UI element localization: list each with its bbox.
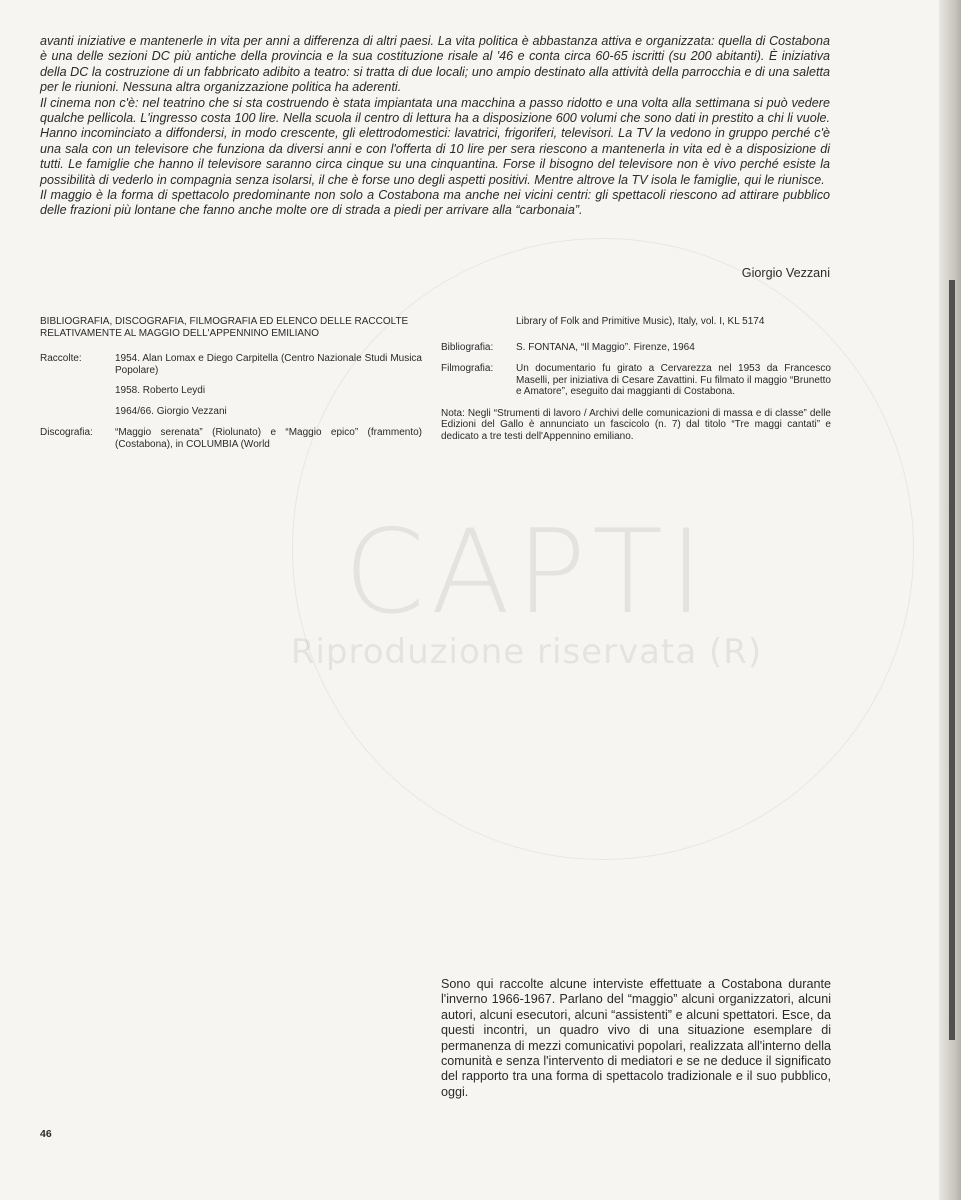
bibliografia-label: Bibliografia: — [441, 341, 494, 353]
discografia-label: Discografia: — [40, 427, 93, 438]
discografia-row — [40, 427, 422, 450]
filmografia-row — [441, 363, 831, 398]
raccolte-item: 1954. Alan Lomax e Diego Carpitella (Centro Nazionale Studi Musica Popolare) — [115, 353, 422, 376]
raccolte-item: 1958. Roberto Leydi — [115, 385, 206, 396]
article-author: Giorgio Vezzani — [741, 266, 830, 280]
filmografia-text: Un documentario fu girato a Cervarezza nel 1953 da Francesco Maselli, per iniziativa di Cesare Zavattini. Fu filmato il maggio “Brunetto e Amatore”, eseguito dai maggianti di Costabona. — [516, 363, 831, 397]
article-paragraph: Il maggio è la forma di spettacolo predominante non solo a Costabona ma anche nei vicini centri: gli spettacoli riescono ad attirare pubblico delle frazioni più lontane che fanno anche molte ore di strada a piedi per arrivare alla “carbonaia”. — [40, 188, 830, 218]
bibliography-right-column — [441, 316, 831, 442]
page-edge-mark — [949, 280, 955, 1040]
bibliografia-row — [441, 342, 831, 354]
nota-text: Nota: Negli “Strumenti di lavoro / Archivi delle comunicazioni di massa e di classe” delle Edizioni del Gallo è annunciato un fascicolo (n. 7) dal titolo “Tre maggi cantati” e dedicato a tre testi dell'Appennino emiliano. — [441, 407, 831, 442]
raccolte-label: Raccolte: — [40, 353, 82, 364]
watermark-subtitle: Riproduzione riservata (R) — [290, 632, 763, 672]
interview-summary: Sono qui raccolte alcune interviste effettuate a Costabona durante l'inverno 1966-1967. Parlano del “maggio” alcuni organizzatori, alcuni autori, alcuni esecutori, alcuni “assistenti” e alcuni spettatori. Esce, da questi incontri, un quadro vivo di una situazione esemplare di permanenza di mezzi comunicativi popolari, realizzata all'interno della comunità e senza l'intervento di mediatori e se ne deduce il significato del rapporto tra una forma di spettacolo tradizionale e il suo pubblico, oggi. — [441, 977, 831, 1099]
article-paragraph: Il cinema non c'è: nel teatrino che si sta costruendo è stata impiantata una macchina a passo ridotto e una volta alla settimana si può vedere qualche pellicola. L'ingresso costa 100 lire. Nella scuola il centro di lettura ha a disposizione 600 volumi che sono dati in prestito a chi li vuole. Hanno incominciato a diffondersi, in modo crescente, gli elettrodomestici: lavatrici, frigoriferi, televisori. La TV la vedono in gruppo perché c'è una sala con un televisore che funziona da diversi anni e con l'offerta di 10 lire per sera riescono a mantenerla in vita ed è a disposizione di tutti. Le famiglie che hanno il televisore saranno circa cinque su una cinquantina. Forse il bisogno del televisore non è vivo perché esiste la possibilità di vederlo in compagnia senza isolarsi, il che è forse uno degli aspetti positivi. Mentre altrove la TV isola le famiglie, qui le riunisce. — [40, 95, 830, 187]
article-body — [40, 34, 830, 219]
bibliography-left-column — [40, 316, 422, 460]
bibliography-heading: BIBLIOGRAFIA, DISCOGRAFIA, FILMOGRAFIA ED ELENCO DELLE RACCOLTE RELATIVAMENTE AL MAGGIO DELL'APPENNINO EMILIANO — [40, 316, 409, 339]
filmografia-label: Filmografia: — [441, 363, 494, 374]
raccolte-row — [40, 353, 422, 417]
raccolte-item: 1964/66. Giorgio Vezzani — [115, 405, 227, 417]
bibliografia-text: S. FONTANA, “Il Maggio”. Firenze, 1964 — [516, 341, 695, 353]
discografia-text: “Maggio serenata” (Riolunato) e “Maggio epico” (frammento) (Costabona), in COLUMBIA (World — [115, 427, 422, 450]
watermark-title: CAPTI — [343, 505, 710, 640]
raccolte-list — [115, 353, 422, 417]
page-number: 46 — [40, 1128, 52, 1140]
article-paragraph: avanti iniziative e mantenerle in vita per anni a differenza di altri paesi. La vita politica è abbastanza attiva e organizzata: quella di Costabona è una delle sezioni DC più antiche della provincia e la sua costituzione risale al '46 e conta circa 60-65 iscritti (su 200 abitanti). È iniziativa della DC la costruzione di un fabbricato adibito a teatro: si tratta di due locali; uno ampio destinato alla attività della parrocchia e di una saletta per le riunioni. Nessuna altra organizzazione politica ha aderenti. — [40, 34, 830, 95]
discografia-continuation: Library of Folk and Primitive Music), Italy, vol. I, KL 5174 — [516, 316, 765, 327]
